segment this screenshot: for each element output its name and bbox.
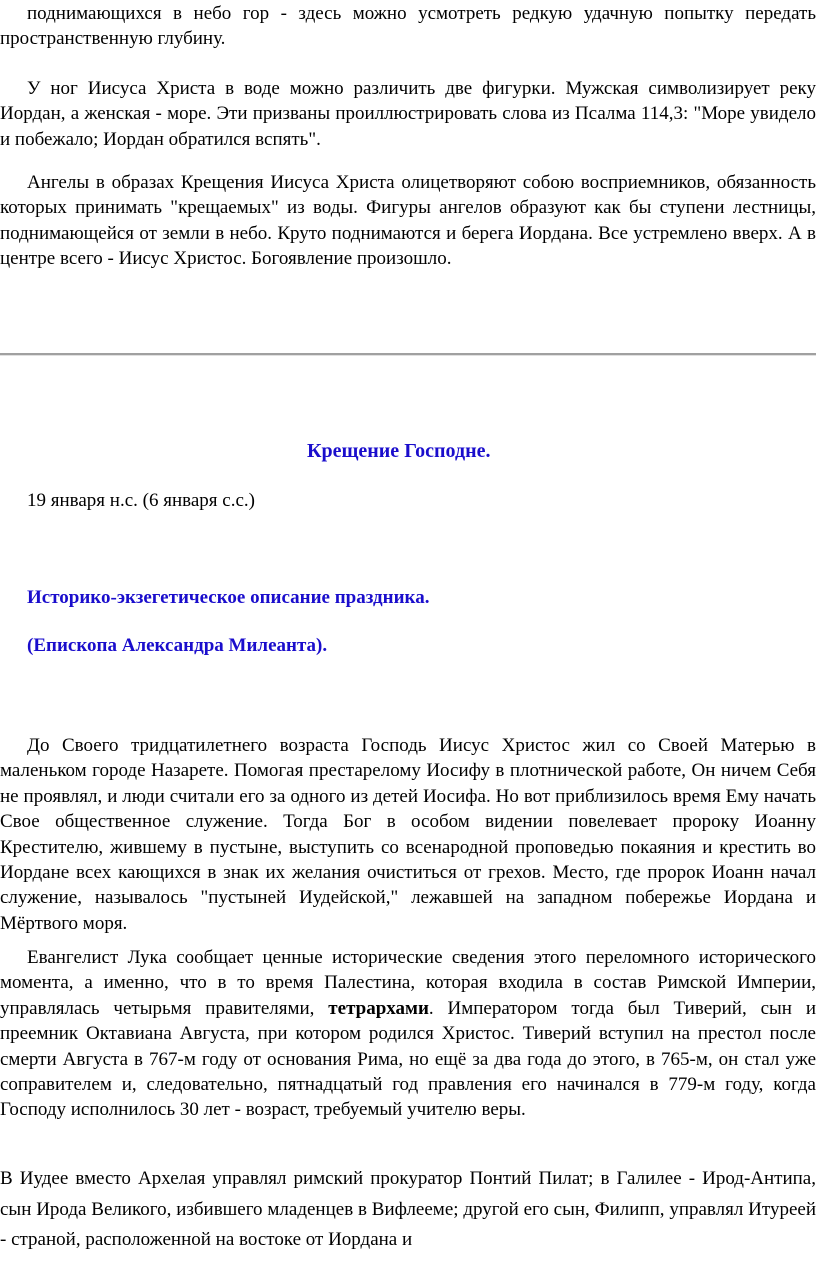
paragraph-mountains: поднимающихся в небо гор - здесь можно усмотреть редкую удачную попытку передать пространственную глубину. <box>0 3 816 50</box>
tetrarchs-term: тетрархами <box>328 997 429 1019</box>
paragraph-luke <box>0 945 816 1123</box>
section-subtitle: Историко-экзегетическое описание праздника. <box>27 587 430 608</box>
paragraph-judea: В Иудее вместо Архелая управлял римский прокуратор Понтий Пилат; в Галилее - Ирод-Антипа, сын Ирода Великого, избившего младенцев в Вифлееме; другой его сын, Филипп, управлял Итуреей - страной, расположенной на востоке от Иордана и <box>0 1168 816 1250</box>
paragraph-angels: Ангелы в образах Крещения Иисуса Христа олицетворяют собою восприемников, обязанность которых принимать "крещаемых" из воды. Фигуры ангелов образуют как бы ступени лестницы, поднимающейся от земли в небо. Круто поднимаются и берега Иордана. Все устремлено вверх. А в центре всего - Иисус Христос. Богоявление произошло. <box>0 172 816 270</box>
paragraph-nazareth: До Своего тридцатилетнего возраста Господь Иисус Христос жил со Своей Матерью в маленьком городе Назарете. Помогая престарелому Иосифу в плотнической работе, Он ничем Себя не проявлял, и люди считали его за одного из детей Иосифа. Но вот приблизилось время Ему начать Свое общественное служение. Тогда Бог в особом видении повелевает пророку Иоанну Крестителю, жившему в пустыне, выступить со всенародной проповедью покаяния и крестить во Иордане всех кающихся в знак их желания очиститься от грехов. Место, где пророк Иоанн начал служение, называлось "пустыней Иудейской," лежавшей на западном побережье Иордана и Мёртвого моря. <box>0 735 816 934</box>
paragraph-luke-text-2: . Императором тогда был Тиверий, сын и преемник Октавиана Августа, при котором родился Христос. Тиверий вступил на престол после смерти Августа в 767-м году от основания Рима, но ещё за два года до этого, в 765-м, он стал уже соправителем и, следовательно, пятнадцатый год правления его начинался в 779-м году, когда Господу исполнилось 30 лет - возраст, требуемый учителю веры. <box>0 997 816 1121</box>
feast-date: 19 января н.с. (6 января с.с.) <box>27 490 255 511</box>
author-line: (Епископа Александра Милеанта). <box>27 635 328 656</box>
paragraph-figures: У ног Иисуса Христа в воде можно различить две фигурки. Мужская символизирует реку Иордан, а женская - море. Эти призваны проиллюстрировать слова из Псалма 114,3: "Море увидело и побежало; Иордан обратился вспять". <box>0 78 816 150</box>
paragraph-luke-text-1: Евангелист Лука сообщает ценные исторические сведения этого переломного исторического момента, а именно, что в то время Палестина, которая входила в состав Римской Империи, управлялась четырьмя правителями, <box>0 947 816 1019</box>
page-title: Крещение Господне. <box>307 440 491 462</box>
horizontal-divider <box>0 353 816 356</box>
